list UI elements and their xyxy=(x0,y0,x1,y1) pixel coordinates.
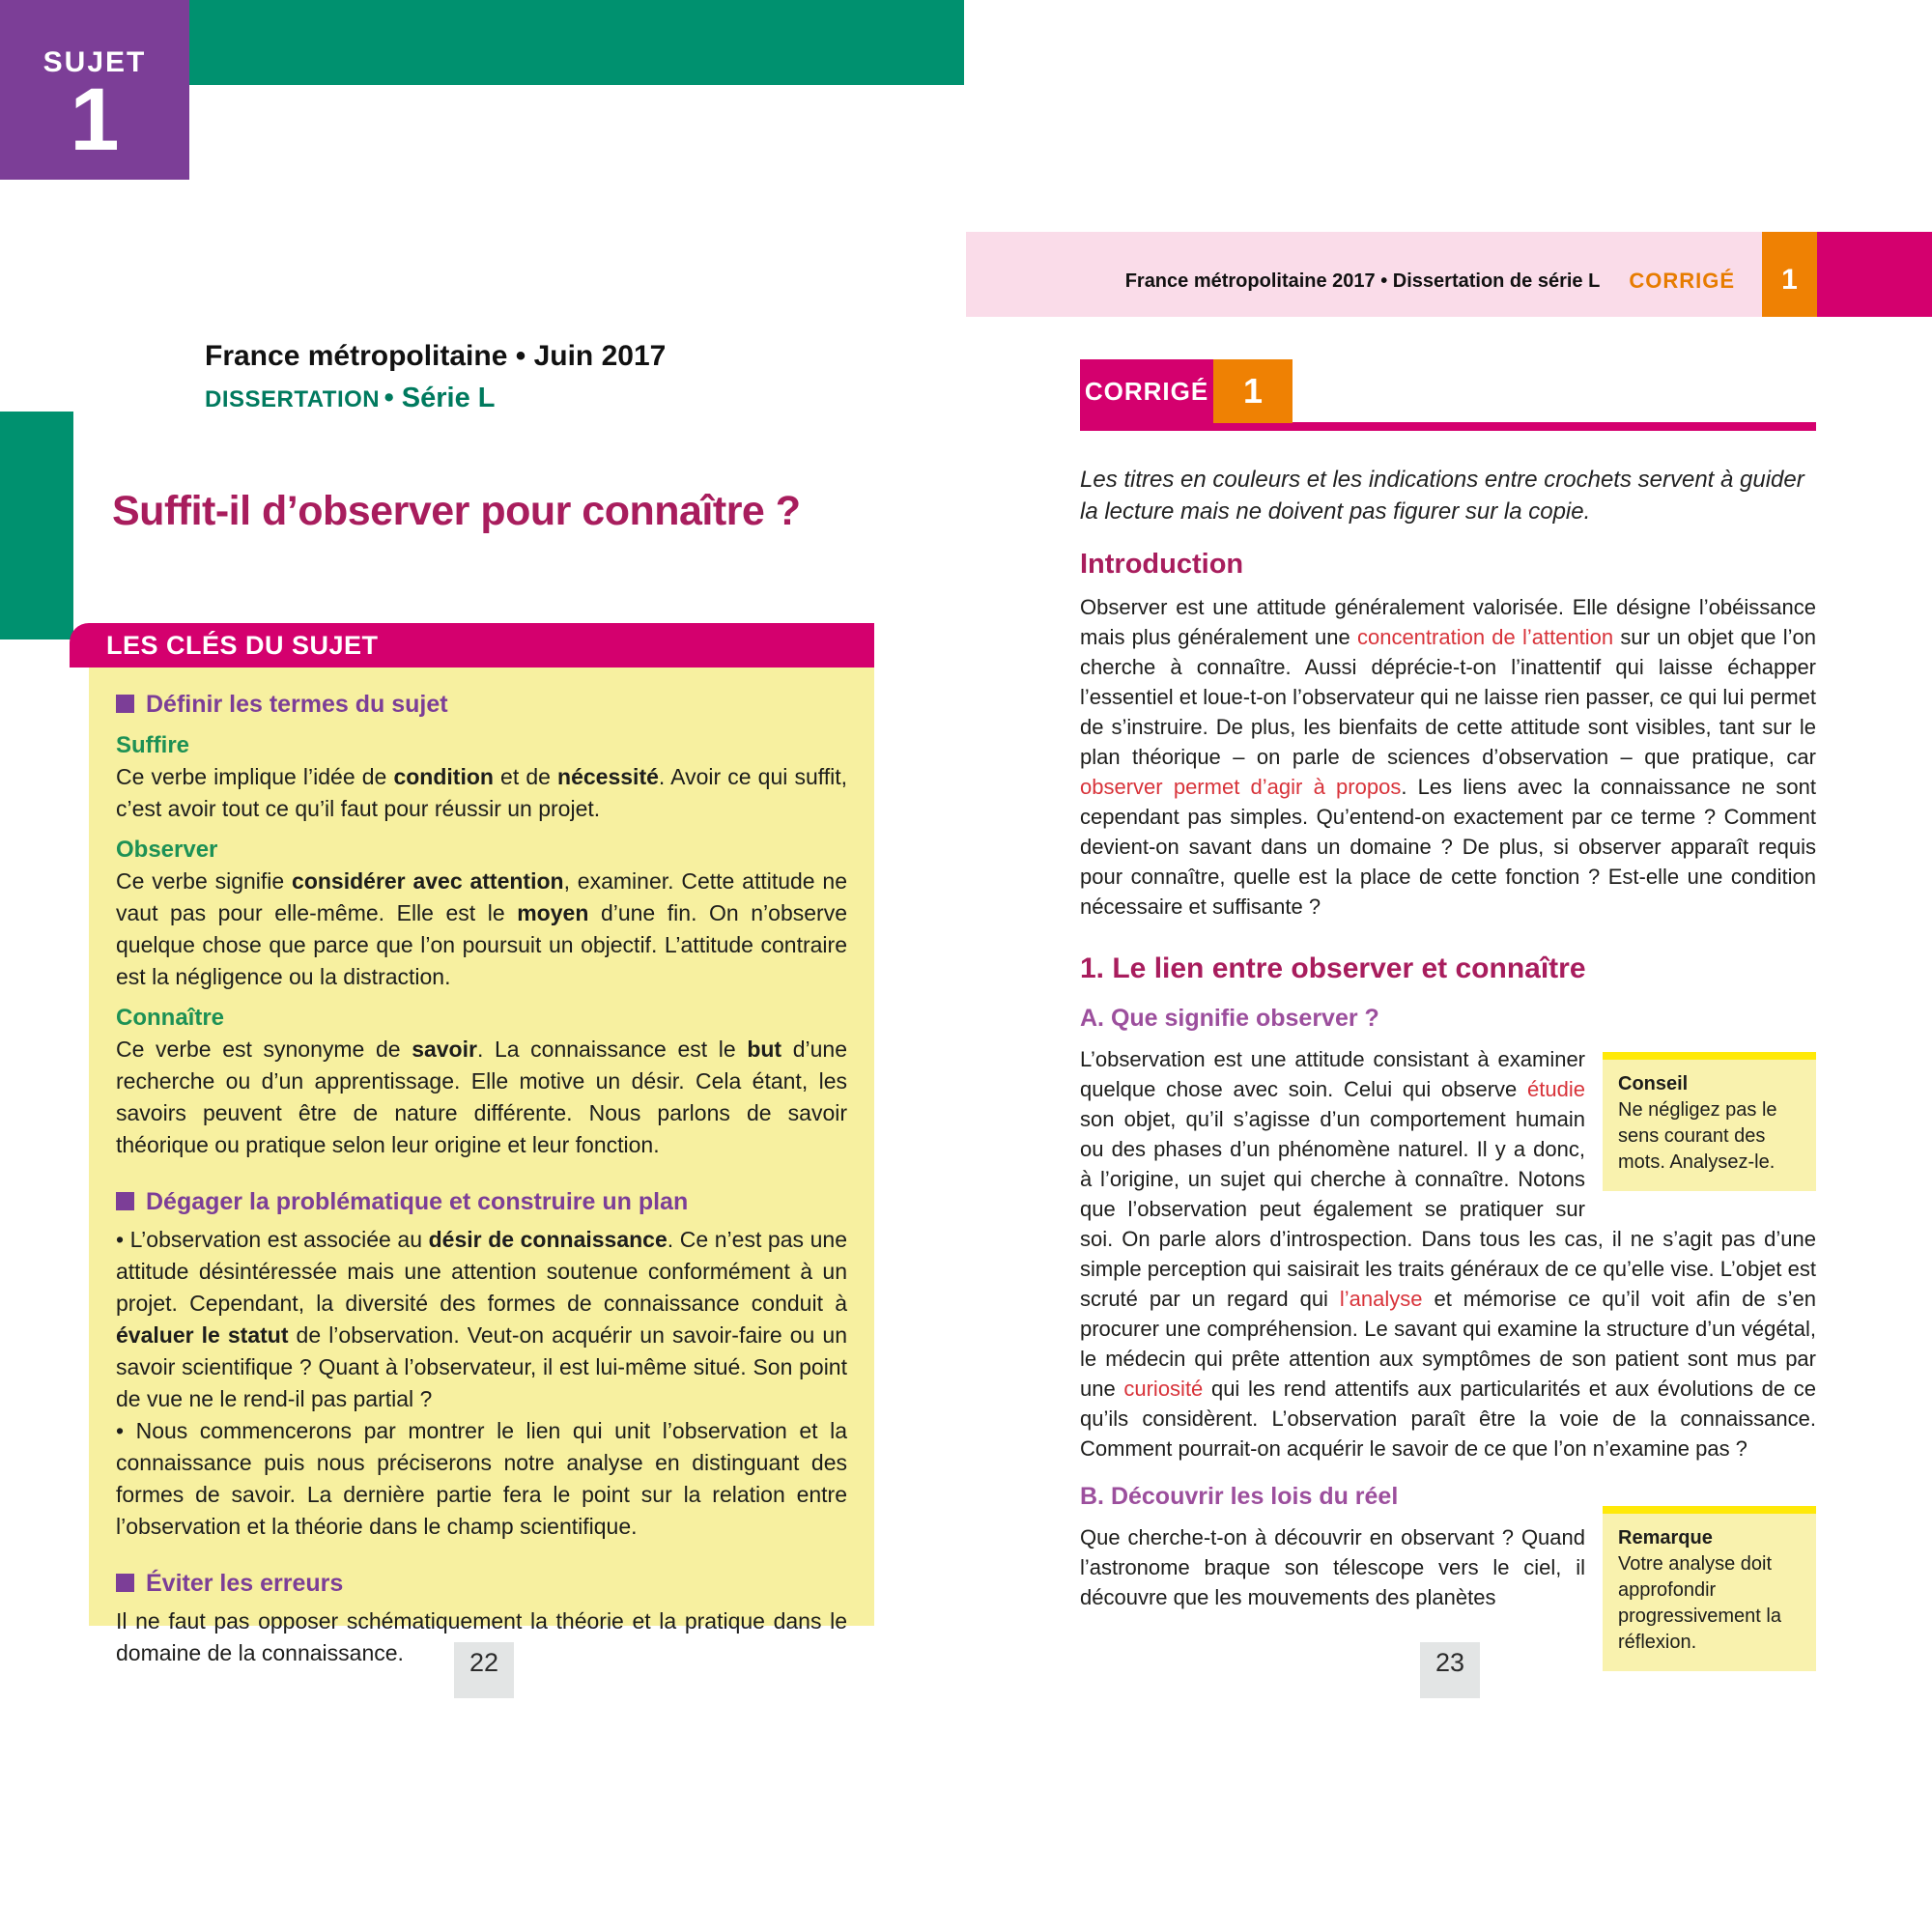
section-b-body xyxy=(1080,1483,1816,1653)
right-running-header xyxy=(966,232,1762,317)
part1-heading: 1. Le lien entre observer et connaître xyxy=(1080,952,1586,984)
exam-type: DISSERTATION xyxy=(205,386,381,412)
corrige-block xyxy=(1080,359,1816,423)
introduction-paragraph: Observer est une attitude généralement valorisée. Elle désigne l’obéissance mais plus généralement une concentration de l’attention sur un objet que l’on cherche à connaître. Aussi déprécie-t-on l’inattentif qui laisse échapper l’essentiel et loue-t-on l’observateur qui ne laisse rien passer, ce qui lui permet de s’instruire. De plus, les bienfaits de cette attitude sont visibles, tant sur le plan théorique – on parle de sciences d’observation – que pratique, car observer permet d’agir à propos. Les liens avec la connaissance ne sont cependant pas simples. Qu’entend-on exactement par ce terme ? Comment devient-on savant dans un domaine ? De plus, si observer apparaît requis pour connaître, quelle est la place de cette fonction ? Est-elle une condition nécessaire et suffisante ? xyxy=(1080,595,1816,919)
corrige-label: CORRIGÉ xyxy=(1080,359,1213,423)
exam-serie: • Série L xyxy=(384,383,496,413)
guidance-note: Les titres en couleurs et les indications entre crochets servent à guider la lecture mais ne doivent pas figurer sur la copie. xyxy=(1080,467,1804,525)
term-name-observer: Observer xyxy=(116,837,218,863)
corrige-column xyxy=(1080,359,1816,1685)
running-header-corrige: CORRIGÉ xyxy=(1629,269,1735,293)
section-b-paragraph: Que cherche-t-on à découvrir en observant ? Quand l’astronome braque son télescope vers le ciel, il découvre que les mouvements des planètes xyxy=(1080,1525,1585,1609)
running-header-number: 1 xyxy=(1762,232,1817,317)
sujet-label: SUJET xyxy=(43,46,147,78)
conseil-box xyxy=(1603,1052,1816,1191)
plan-heading: Dégager la problématique et construire un plan xyxy=(116,1186,847,1218)
conseil-title: Conseil xyxy=(1618,1073,1689,1094)
section-a-body xyxy=(1080,1044,1816,1463)
exam-subtitle xyxy=(205,383,881,414)
running-header-title: France métropolitaine 2017 • Dissertation de série L xyxy=(1124,270,1601,292)
square-bullet-icon xyxy=(116,695,134,713)
keys-banner-label: LES CLÉS DU SUJET xyxy=(106,630,379,660)
left-page-number: 22 xyxy=(454,1642,514,1698)
plan-point: • Nous commencerons par montrer le lien qui unit l’observation et la connaissance puis nous préciserons notre analyse en distinguant des formes de savoir. La dernière partie fera le point sur la relation entre l’observation et la théorie dans le champ scientifique. xyxy=(116,1418,847,1539)
running-header-magenta-block xyxy=(1817,232,1932,317)
left-green-strip xyxy=(0,412,73,639)
subject-title: Suffit-il d’observer pour connaître ? xyxy=(112,488,801,534)
remarque-text: Votre analyse doit approfondir progressivement la réflexion. xyxy=(1618,1553,1781,1653)
define-terms-heading: Définir les termes du sujet xyxy=(116,689,847,721)
remarque-title: Remarque xyxy=(1618,1527,1713,1548)
section-a-heading: A. Que signifie observer ? xyxy=(1080,1005,1379,1032)
left-header-green-band xyxy=(189,0,964,85)
term-definition-connaitre: Ce verbe est synonyme de savoir. La connaissance est le but d’une recherche ou d’un apprentissage. Elle motive un désir. Cela étant, les savoirs peuvent être de nature différente. Nous parlons de savoir théorique ou pratique selon leur origine et leur fonction. xyxy=(116,1037,847,1157)
corrige-rule xyxy=(1080,422,1816,431)
sujet-number: 1 xyxy=(70,71,120,169)
term-name-suffire: Suffire xyxy=(116,732,190,758)
sujet-tab xyxy=(0,0,189,180)
errors-text: Il ne faut pas opposer schématiquement la théorie et la pratique dans le domaine de la connaissance. xyxy=(116,1608,847,1665)
term-name-connaitre: Connaître xyxy=(116,1005,225,1031)
introduction-heading: Introduction xyxy=(1080,549,1244,580)
term-definition-observer: Ce verbe signifie considérer avec attention, examiner. Cette attitude ne vaut pas pour elle-même. Elle est le moyen d’une fin. On n’observe quelque chose que parce que l’on poursuit un objectif. L’attitude contraire est la négligence ou la distraction. xyxy=(116,868,848,989)
exam-header xyxy=(205,340,881,414)
term-definition-suffire: Ce verbe implique l’idée de condition et de nécessité. Avoir ce qui suffit, c’est avoir tout ce qu’il faut pour réussir un projet. xyxy=(116,764,848,821)
plan-point: • L’observation est associée au désir de connaissance. Ce n’est pas une attitude désintéressée mais une attention soutenue conformément à un projet. Cependant, la diversité des formes de connaissance conduit à évaluer le statut de l’observation. Veut-on acquérir un savoir-faire ou un savoir scientifique ? Quant à l’observateur, il est lui-même situé. Son point de vue ne le rend-il pas partial ? xyxy=(116,1227,847,1411)
square-bullet-icon xyxy=(116,1574,134,1592)
conseil-text: Ne négligez pas le sens courant des mots. Analysez-le. xyxy=(1618,1099,1777,1173)
square-bullet-icon xyxy=(116,1192,134,1210)
corrige-number: 1 xyxy=(1213,359,1293,423)
section-b-heading: B. Découvrir les lois du réel xyxy=(1080,1483,1399,1510)
errors-heading: Éviter les erreurs xyxy=(116,1568,847,1600)
exam-title: France métropolitaine • Juin 2017 xyxy=(205,340,667,372)
section-a-paragraph: L’observation est une attitude consistant à examiner quelque chose avec soin. Celui qui observe étudie son objet, qu’il s’agisse d’un comportement humain ou des phases d’un phénomène naturel. Il y a donc, à l’origine, un sujet qui cherche à connaître. Notons que l’observation peut également se pratiquer sur soi. On parle alors d’introspection. Dans tous les cas, il ne s’agit pas d’une simple perception qui saisirait les traits généraux de ce qu’elle vise. L’objet est scruté par un regard qui l’analyse et mémorise ce qu’il voit afin de s’en procurer une compréhension. Le savant qui examine la structure d’un végétal, le médecin qui prête attention aux symptômes de son patient sont mus par une curiosité qui les rend attentifs aux particularités et aux évolutions de ce qu’ils considèrent. L’observation paraît être la voie de la connaissance. Comment pourrait-on acquérir le savoir de ce que l’on n’examine pas ? xyxy=(1080,1047,1816,1461)
keys-banner xyxy=(70,623,874,668)
right-page-number: 23 xyxy=(1420,1642,1480,1698)
remarque-box xyxy=(1603,1506,1816,1671)
